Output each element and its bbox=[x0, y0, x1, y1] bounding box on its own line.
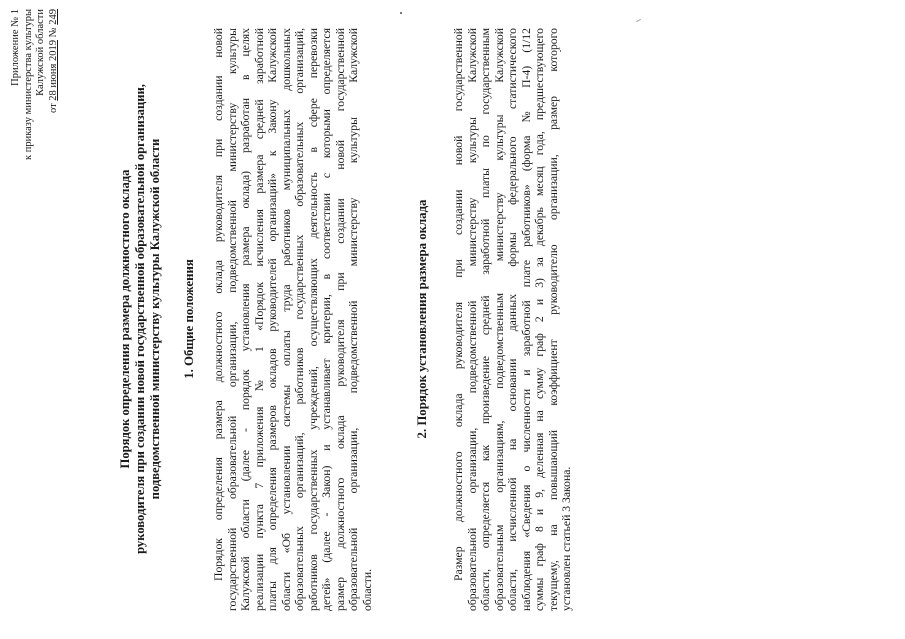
appendix-date: 28 июня 2019 bbox=[47, 40, 59, 101]
appendix-number-sign: № bbox=[47, 27, 59, 38]
paragraph-line: области «Об установлении системы оплаты труда работников муниципальных дошкольных bbox=[279, 28, 293, 611]
paragraph-line: образовательным организациям, подведомственным министерству культуры Калужской bbox=[492, 28, 506, 611]
paragraph-line: Размер должностного оклада руководителя при создании новой государственной bbox=[452, 28, 465, 581]
appendix-date-prefix: от bbox=[47, 103, 59, 114]
paragraph-line: размер должностного оклада руководителя при создании новой государственной bbox=[333, 28, 347, 611]
section-2-paragraph bbox=[452, 28, 574, 611]
paragraph-line: детей» (далее - Закон) и устанавливает критерии, в соответствии с которыми определяется bbox=[320, 28, 334, 611]
scan-speck bbox=[560, 50, 561, 52]
paragraph-line: платы для определения размеров окладов руководителей организаций» к Закону Калужской bbox=[266, 28, 280, 611]
paragraph-line: образовательной организации, подведомственной министерству культуры Калужской bbox=[465, 28, 479, 611]
section-2-heading: 2. Порядок установления размера оклада bbox=[415, 199, 429, 439]
appendix-region: Калужской области bbox=[35, 9, 47, 96]
appendix-block bbox=[10, 9, 60, 199]
paragraph-line: работников государственных учреждений, осуществляющих деятельность в сфере перевозки bbox=[306, 28, 320, 611]
paragraph-line: Порядок определения размера должностного оклада руководителя при создании новой bbox=[212, 28, 225, 581]
section-1-paragraph bbox=[212, 28, 375, 611]
appendix-number: 249 bbox=[47, 9, 59, 25]
title-line: подведомственной министерству культуры Калужской области bbox=[147, 138, 162, 500]
appendix-order-reference: к приказу министерства культуры bbox=[22, 9, 34, 161]
paragraph-line: области, определяется как произведение средней заработной платы по государственным bbox=[479, 28, 493, 611]
paragraph-line: области. bbox=[361, 569, 375, 611]
paragraph-line: суммы граф 8 и 9, деленная на сумму граф 2 и 3) за декабрь месяц года, предшествующего bbox=[533, 28, 547, 611]
paragraph-line: образовательных организаций, работников государственных образовательных организаций, bbox=[293, 28, 307, 611]
paragraph-line: установлен статьей 3 Закона. bbox=[560, 466, 574, 611]
paragraph-line: Калужской области (далее - порядок установления размера оклада) разработан в целях bbox=[239, 28, 253, 611]
paragraph-line: области, исчисленной на основании данных формы федерального статистического bbox=[506, 28, 520, 611]
paragraph-line: реализации пункта 7 приложения № 1 «Порядок исчисления размера средней заработной bbox=[252, 28, 266, 611]
title-line: Порядок определения размера должностного оклада bbox=[118, 169, 132, 469]
scan-speck bbox=[400, 12, 402, 14]
paragraph-line: текущему, на повышающий коэффициент руководителю организации, размер которого bbox=[546, 28, 560, 611]
paragraph-line: государственной образовательной организации, подведомственной министерству культуры bbox=[225, 28, 239, 611]
document-title bbox=[118, 39, 162, 599]
title-line: руководителя при создании новой государственной образовательной организации, bbox=[132, 84, 147, 554]
section-1-heading: 1. Общие положения bbox=[182, 259, 196, 379]
appendix-title: Приложение № 1 bbox=[10, 9, 21, 86]
appendix-date-line bbox=[48, 9, 61, 199]
paragraph-line: наблюдения «Сведения о численности и заработной плате работников» (форма № П-4) (1/12 bbox=[519, 28, 533, 611]
paragraph-line: образовательной организации, подведомственной министерству культуры Калужской bbox=[347, 28, 361, 611]
